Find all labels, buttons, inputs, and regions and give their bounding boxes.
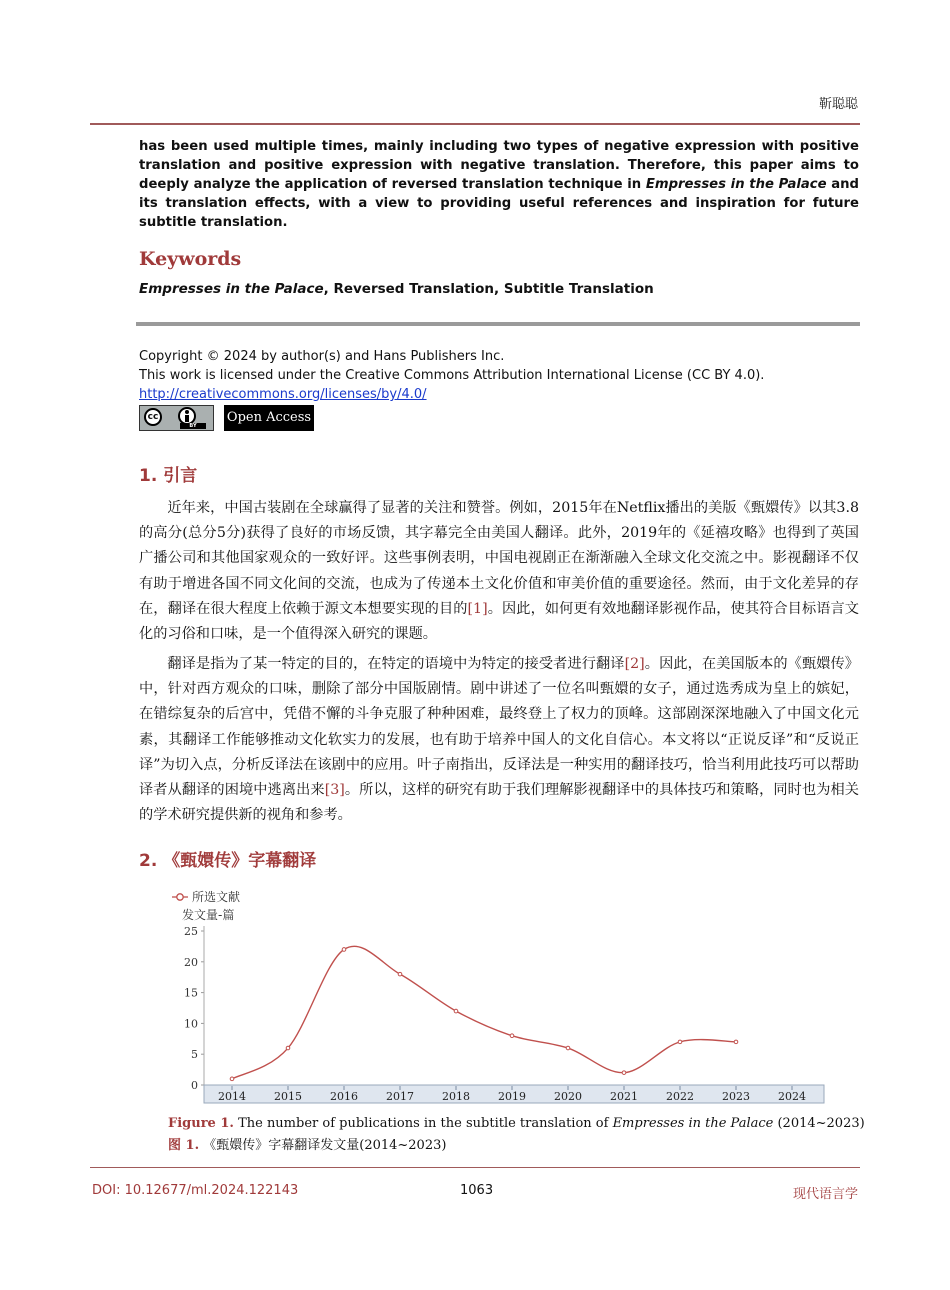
para-text: 翻译是指为了某一特定的目的，在特定的语境中为特定的接受者进行翻译: [167, 656, 625, 672]
data-point-2020: [566, 1046, 570, 1050]
citation-link-3[interactable]: [3]: [324, 782, 345, 799]
y-tick-label: 25: [184, 925, 198, 938]
abstract-continuation: [139, 137, 859, 232]
caption-italic: Empresses in the Palace: [612, 1116, 774, 1131]
figure-caption-cn: [168, 1134, 446, 1153]
cc-icon: cc: [144, 408, 162, 426]
copyright-block: [139, 347, 764, 404]
keywords-list: [139, 281, 654, 297]
data-point-2023: [734, 1040, 738, 1044]
x-tick-label: 2014: [218, 1090, 246, 1103]
keyword-rest: , Reversed Translation, Subtitle Translation: [323, 281, 654, 297]
legend-marker: [177, 894, 183, 900]
caption-text: 《甄嬛传》字幕翻译发文量(2014~2023): [199, 1138, 447, 1153]
keyword-1: Empresses in the Palace: [139, 281, 324, 297]
citation-link-1[interactable]: [1]: [467, 600, 488, 617]
abstract-text-2: and its translation effects, with a view to providing useful references and inspiration for future subtitle translation.: [139, 177, 859, 230]
footer-page-number: 1063: [460, 1183, 494, 1198]
caption-text: The number of publications in the subtitle translation of: [233, 1116, 613, 1131]
data-point-2021: [622, 1071, 626, 1075]
data-point-2022: [678, 1040, 682, 1044]
cc-by-badge[interactable]: [139, 405, 214, 431]
para-text: 近年来，中国古装剧在全球赢得了显著的关注和赞誉。例如，2015年在Netflix播出的美版《甄嬛传》以其3.8的高分(总分5分)获得了良好的市场反馈，其字幕完全由美国人翻译。此外，2019年的《延禧攻略》也得到了英国广播公司和其他国家观众的一致好评。这些事例表明，中国电视剧正在渐渐融入全球文化交流之中。影视翻译不仅有助于增进各国不同文化间的交流，也成为了传递本土文化价值和审美价值的重要途径。然而，由于文化差异的存在，翻译在很大程度上依赖于源文本想要实现的目的: [139, 500, 859, 617]
open-access-badge[interactable]: Open Access: [224, 405, 314, 431]
series-line-所选文献: [232, 946, 736, 1079]
abstract-title-italic: Empresses in the Palace: [645, 177, 827, 192]
para-text: 。因此，如何更有效地翻译影视作品，使其符合目标语言文化的习俗和口味，是一个值得深入研究的课题。: [139, 600, 859, 643]
abstract-text-1: has been used multiple times, mainly including two types of negative expression with positive translation and positive expression with negative translation. Therefore, this paper aims to deeply analyze the application of reversed translation technique in: [139, 139, 859, 192]
y-tick-label: 5: [191, 1048, 198, 1062]
figure-label-en: Figure 1.: [168, 1116, 234, 1131]
y-tick-label: 20: [184, 955, 198, 969]
y-tick-label: 0: [191, 1079, 198, 1092]
license-link[interactable]: http://creativecommons.org/licenses/by/4.0/: [139, 387, 427, 402]
footer-divider: [90, 1167, 860, 1168]
para-text: 。因此，在美国版本的《甄嬛传》中，针对西方观众的口味，删除了部分中国版剧情。剧中讲述了一位名叫甄嬛的女子，通过选秀成为皇上的嫔妃，在错综复杂的后宫中，凭借不懈的斗争克服了种种困难，最终登上了权力的顶峰。这部剧深深地融入了中国文化元素，其翻译工作能够推动文化软实力的发展，也有助于培养中国人的文化自信心。本文将以“正说反译”和“反说正译”为切入点，分析反译法在该剧中的应用。叶子南指出，反译法是一种实用的翻译技巧，恰当利用此技巧可以帮助译者从翻译的困境中逃离出来: [139, 656, 859, 799]
x-tick-label: 2019: [498, 1090, 526, 1103]
figure-label-cn: 图 1.: [168, 1138, 200, 1153]
keywords-heading: Keywords: [139, 248, 242, 270]
figure-caption-en: [168, 1116, 865, 1131]
data-point-2016: [342, 948, 346, 952]
x-tick-label: 2024: [778, 1090, 806, 1103]
x-tick-label: 2021: [610, 1090, 638, 1103]
x-tick-label: 2022: [666, 1090, 694, 1103]
para-text: 。所以，这样的研究有助于我们理解影视翻译中的具体技巧和策略，同时也为相关的学术研究提供新的视角和参考。: [139, 782, 859, 824]
x-tick-label: 2023: [722, 1090, 750, 1103]
x-tick-label: 2015: [274, 1090, 302, 1103]
publications-line-chart: [168, 884, 830, 1106]
footer-journal-name: 现代语言学: [792, 1187, 858, 1202]
y-axis-label: 发文量-篇: [182, 908, 235, 922]
header-divider: [90, 123, 860, 125]
legend-label: 所选文献: [192, 890, 241, 904]
data-point-2014: [230, 1077, 234, 1081]
citation-link-2[interactable]: [2]: [624, 656, 645, 672]
section-1-paragraph-2: [139, 652, 859, 828]
copyright-line: Copyright © 2024 by author(s) and Hans Publishers Inc.: [139, 349, 505, 364]
x-tick-label: 2017: [386, 1090, 414, 1103]
section-divider: [136, 322, 860, 326]
data-point-2017: [398, 972, 402, 976]
y-tick-label: 10: [184, 1017, 198, 1031]
data-point-2015: [286, 1046, 290, 1050]
x-tick-label: 2020: [554, 1090, 582, 1103]
section-2-title: 2. 《甄嬛传》字幕翻译: [139, 851, 317, 871]
caption-text: (2014~2023): [773, 1116, 865, 1131]
data-point-2018: [454, 1009, 458, 1013]
license-line: This work is licensed under the Creative Commons Attribution International License (CC BY 4.0).: [139, 368, 765, 383]
section-1-paragraph-1: [139, 496, 859, 647]
y-tick-label: 15: [184, 986, 198, 1000]
section-1-title: 1. 引言: [139, 466, 198, 486]
running-header-author: 靳聪聪: [818, 97, 858, 112]
data-point-2019: [510, 1034, 514, 1038]
footer-doi[interactable]: DOI: 10.12677/ml.2024.122143: [92, 1183, 299, 1198]
x-tick-label: 2018: [442, 1090, 470, 1103]
x-tick-label: 2016: [330, 1090, 358, 1103]
by-label: BY: [180, 423, 206, 429]
